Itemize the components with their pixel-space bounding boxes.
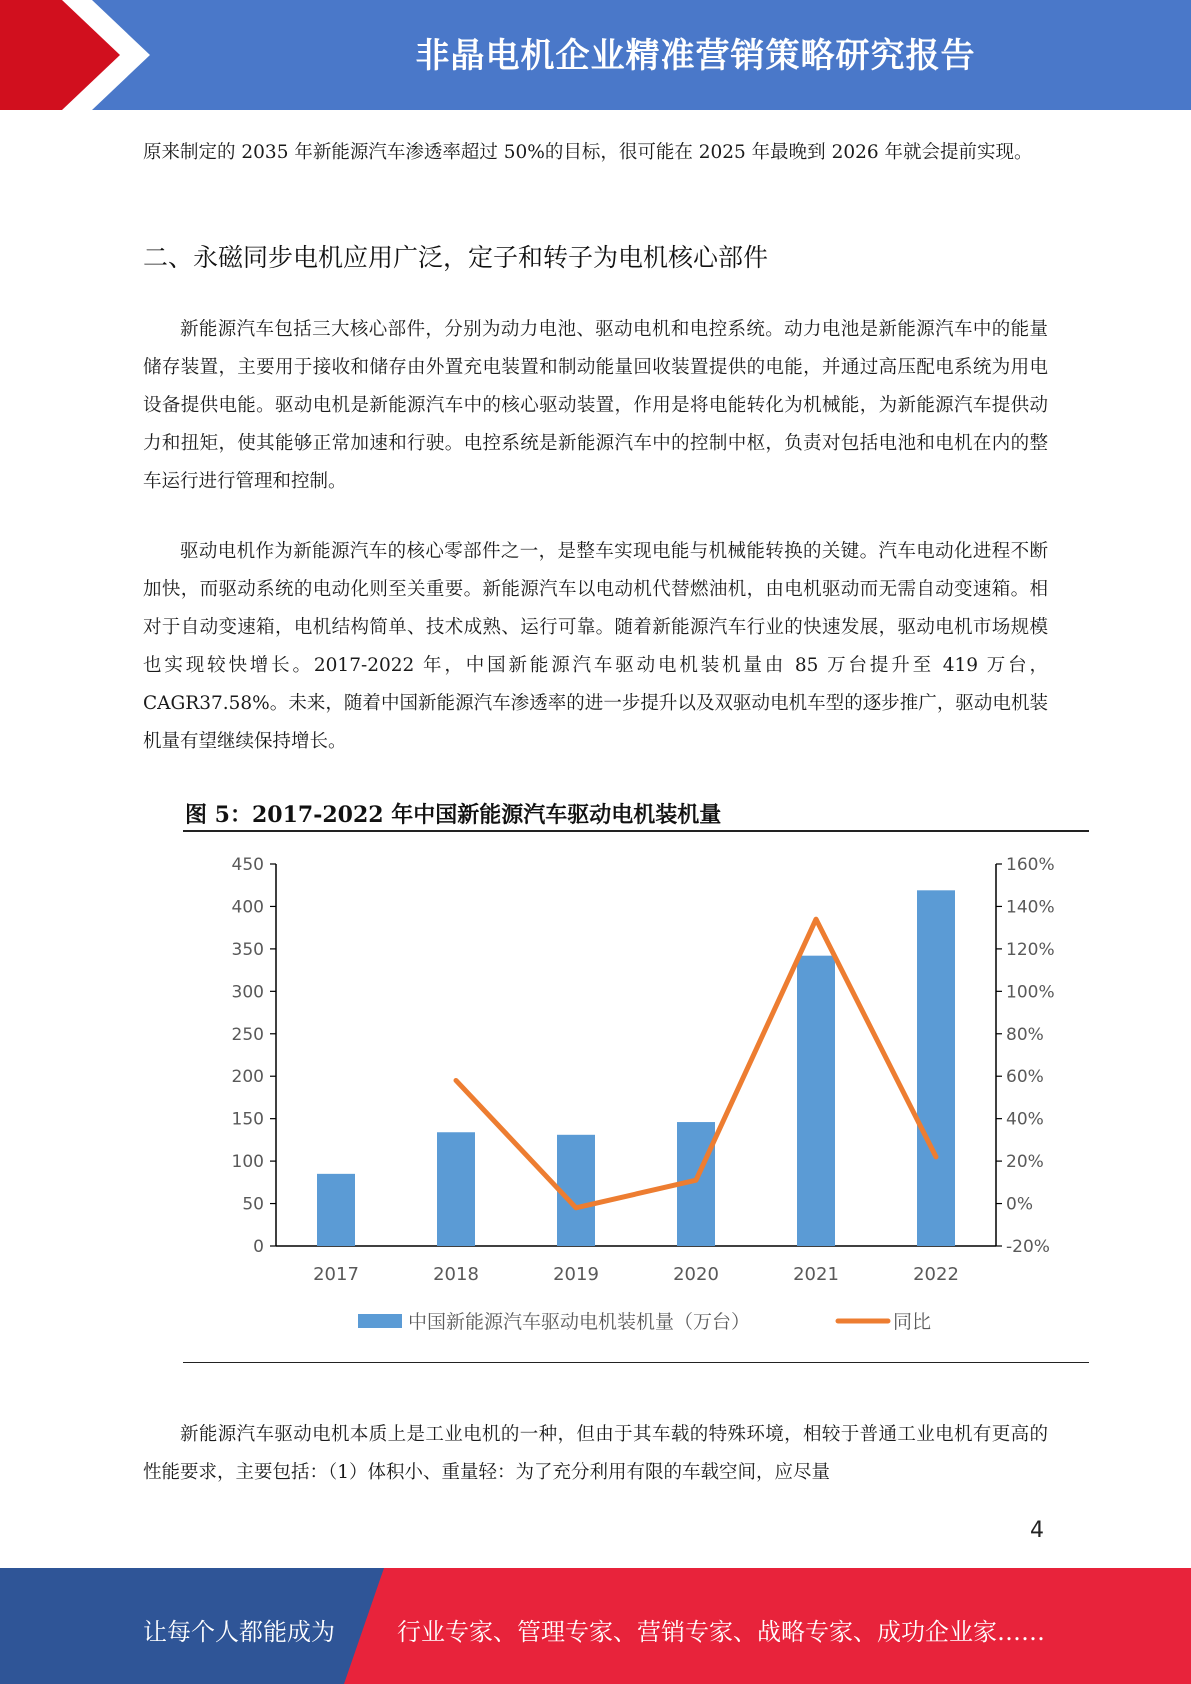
header-title: 非晶电机企业精准营销策略研究报告 (415, 36, 976, 76)
footer-slogan-right: 行业专家、管理专家、营销专家、战略专家、成功企业家…… (397, 1618, 1045, 1646)
right-tick-label: -20% (1006, 1237, 1050, 1257)
header-red-chevron (0, 0, 150, 110)
right-tick-label: 120% (1006, 939, 1055, 960)
left-tick-label: 250 (231, 1024, 264, 1045)
figure-title: 图 5：2017-2022 年中国新能源汽车驱动电机装机量 (185, 802, 722, 828)
right-tick-label: 160% (1006, 855, 1055, 875)
right-tick-label: 40% (1006, 1109, 1044, 1130)
bar-2021 (797, 956, 835, 1246)
page-header (0, 0, 1191, 110)
section-title: 二、永磁同步电机应用广泛，定子和转子为电机核心部件 (143, 243, 769, 272)
paragraph-block-1 (143, 311, 1048, 501)
intro-paragraph: 原来制定的 2035 年新能源汽车渗透率超过 50%的目标，很可能在 2025 年最晚到 2026 年就会提前实现。 (143, 142, 1033, 163)
page-number: 4 (1030, 1518, 1044, 1543)
x-tick-label: 2021 (793, 1264, 839, 1285)
x-tick-label: 2022 (913, 1264, 959, 1285)
bar-2018 (437, 1132, 475, 1246)
left-tick-label: 400 (231, 897, 264, 918)
body-paragraph-2: 驱动电机作为新能源汽车的核心零部件之一，是整车实现电能与机械能转换的关键。汽车电动化进程不断加快，而驱动系统的电动化则至关重要。新能源汽车以电动机代替燃油机，由电机驱动而无需自动变速箱。相对于自动变速箱，电机结构简单、技术成熟、运行可靠。随着新能源汽车行业的快速发展，驱动电机市场规模也实现较快增长。2017-2022 年，中国新能源汽车驱动电机装机量由 85 万台提升至 419 万台，CAGR37.58%。未来，随着中国新能源汽车渗透率的进一步提升以及双驱动电机车型的逐步推广，驱动电机装机量有望继续保持增长。 (143, 541, 1048, 752)
body-paragraph-3: 新能源汽车驱动电机本质上是工业电机的一种，但由于其车载的特殊环境，相较于普通工业电机有更高的性能要求，主要包括：（1）体积小、重量轻：为了充分利用有限的车载空间，应尽量 (143, 1424, 1048, 1483)
right-tick-label: 60% (1006, 1067, 1044, 1088)
bar-2017 (317, 1174, 355, 1246)
x-tick-label: 2020 (673, 1264, 719, 1285)
x-tick-label: 2017 (313, 1264, 359, 1285)
right-tick-label: 0% (1006, 1194, 1033, 1215)
right-tick-label: 20% (1006, 1152, 1044, 1173)
left-tick-label: 300 (231, 982, 264, 1003)
right-tick-label: 80% (1006, 1024, 1044, 1045)
footer-slogan-left: 让每个人都能成为 (143, 1618, 335, 1646)
right-tick-label: 140% (1006, 897, 1055, 918)
left-tick-label: 100 (231, 1152, 264, 1173)
paragraph-block-2 (143, 533, 1048, 761)
legend-bar-label: 中国新能源汽车驱动电机装机量（万台） (408, 1311, 751, 1333)
body-paragraph-1: 新能源汽车包括三大核心部件，分别为动力电池、驱动电机和电控系统。动力电池是新能源汽车中的能量储存装置，主要用于接收和储存由外置充电装置和制动能量回收装置提供的电能，并通过高压配电系统为用电设备提供电能。驱动电机是新能源汽车中的核心驱动装置，作用是将电能转化为机械能，为新能源汽车提供动力和扭矩，使其能够正常加速和行驶。电控系统是新能源汽车中的控制中枢，负责对包括电池和电机在内的整车运行进行管理和控制。 (143, 319, 1048, 492)
legend-bar-swatch (358, 1314, 402, 1328)
page-footer (0, 1568, 1191, 1684)
bar-2022 (917, 890, 955, 1246)
bar-line-chart (183, 840, 1089, 1360)
chart-legend (358, 1311, 931, 1333)
legend-line-label: 同比 (893, 1311, 932, 1333)
intro-block (143, 134, 1048, 172)
figure-top-rule (183, 830, 1089, 832)
right-tick-label: 100% (1006, 982, 1055, 1003)
paragraph-block-3 (143, 1416, 1048, 1492)
left-tick-label: 0 (253, 1237, 264, 1257)
left-tick-label: 50 (242, 1194, 264, 1215)
left-tick-label: 450 (231, 855, 264, 875)
left-tick-label: 350 (231, 939, 264, 960)
x-tick-label: 2019 (553, 1264, 599, 1285)
x-tick-label: 2018 (433, 1264, 479, 1285)
left-tick-label: 200 (231, 1067, 264, 1088)
figure-bottom-rule (183, 1362, 1089, 1363)
left-tick-label: 150 (231, 1109, 264, 1130)
